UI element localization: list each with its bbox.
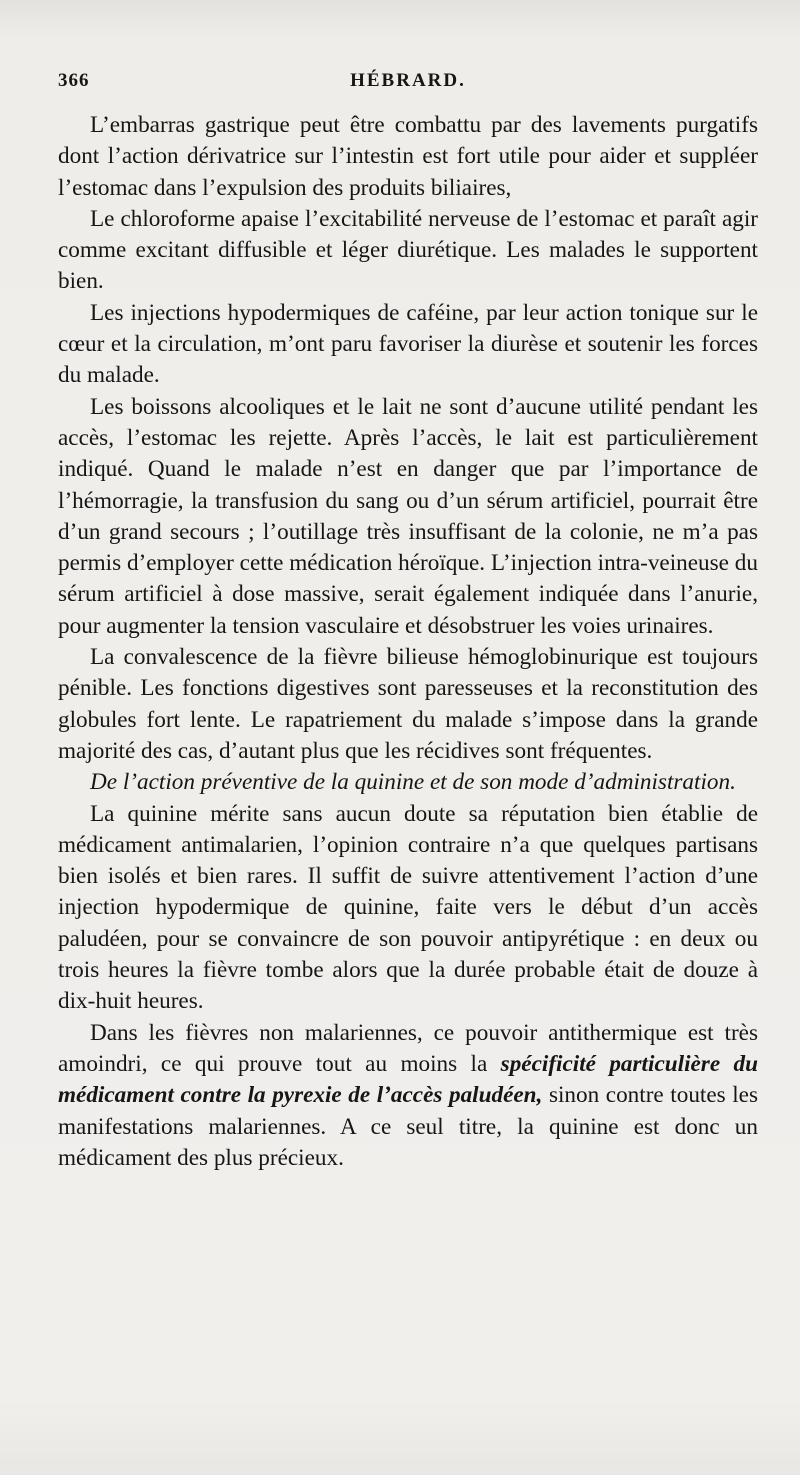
paragraph-boissons: Les boissons alcooliques et le lait ne sont d’aucune utilité pendant les accès, l’estomac les rejette. Après l’accès, le lait est particulièrement indiqué. Quand le malade n’est en danger que par l’importance de l’hémorragie, la transfusion du sang ou d’un sérum artificiel, pourrait être d’un grand secours ; l’outillage très insuffisant de la colonie, ne m’a pas permis d’employer cette médication héroïque. L’injection intra-veineuse du sérum artificiel à dose massive, serait également indiquée dans l’anurie, pour augmenter la tension vasculaire et désobstruer les voies urinaires. [58, 393, 758, 639]
page-number: 366 [58, 70, 90, 91]
body-text [58, 110, 758, 1174]
paragraph-embarras-gastrique: L’embarras gastrique peut être combattu par des lavements purgatifs dont l’action dérivatrice sur l’intestin est fort utile pour aider et suppléer l’estomac dans l’expulsion des produits biliaires, [58, 112, 758, 201]
emphasized-text: spécificité particulière du médicament contre la pyrexie de l’accès paludéen, [58, 1050, 759, 1109]
paragraph-chloroforme: Le chloroforme apaise l’excitabilité nerveuse de l’estomac et paraît agir comme excitant diffusible et léger diurétique. Les malades le supportent bien. [58, 205, 758, 295]
paragraph-text-start: Dans les fièvres non malariennes, ce pouvoir antithermique est très amoindri, ce qui prouve tout au moins la [58, 1019, 758, 1077]
paragraph-fievres-non-malariennes [58, 1018, 758, 1174]
section-heading: De l’action préventive de la quinine et de son mode d’administration. [90, 769, 736, 796]
running-head: HÉBRARD. [350, 70, 466, 91]
page-header [58, 0, 758, 98]
paragraph-text-end: sinon contre toutes les manifestations malariennes. A ce seul titre, la quinine est donc un médicament des plus précieux. [58, 1082, 758, 1171]
paragraph-convalescence: La convalescence de la fièvre bilieuse hémoglobinurique est toujours pénible. Les fonctions digestives sont paresseuses et la reconstitution des globules fort lente. Le rapatriement du malade s’impose dans la grande majorité des cas, d’autant plus que les récidives sont fréquentes. [58, 644, 758, 764]
paragraph-quinine: La quinine mérite sans aucun doute sa réputation bien établie de médicament antimalarien, l’opinion contraire n’a que quelques partisans bien isolés et bien rares. Il suffit de suivre attentivement l’action d’une injection hypodermique de quinine, faite vers le début d’un accès paludéen, pour se convaincre de son pouvoir antipyrétique : en deux ou trois heures la fièvre tombe alors que la durée probable était de douze à dix-huit heures. [58, 800, 758, 1015]
paragraph-cafeine: Les injections hypodermiques de caféine, par leur action tonique sur le cœur et la circulation, m’ont paru favoriser la diurèse et soutenir les forces du malade. [58, 299, 758, 389]
